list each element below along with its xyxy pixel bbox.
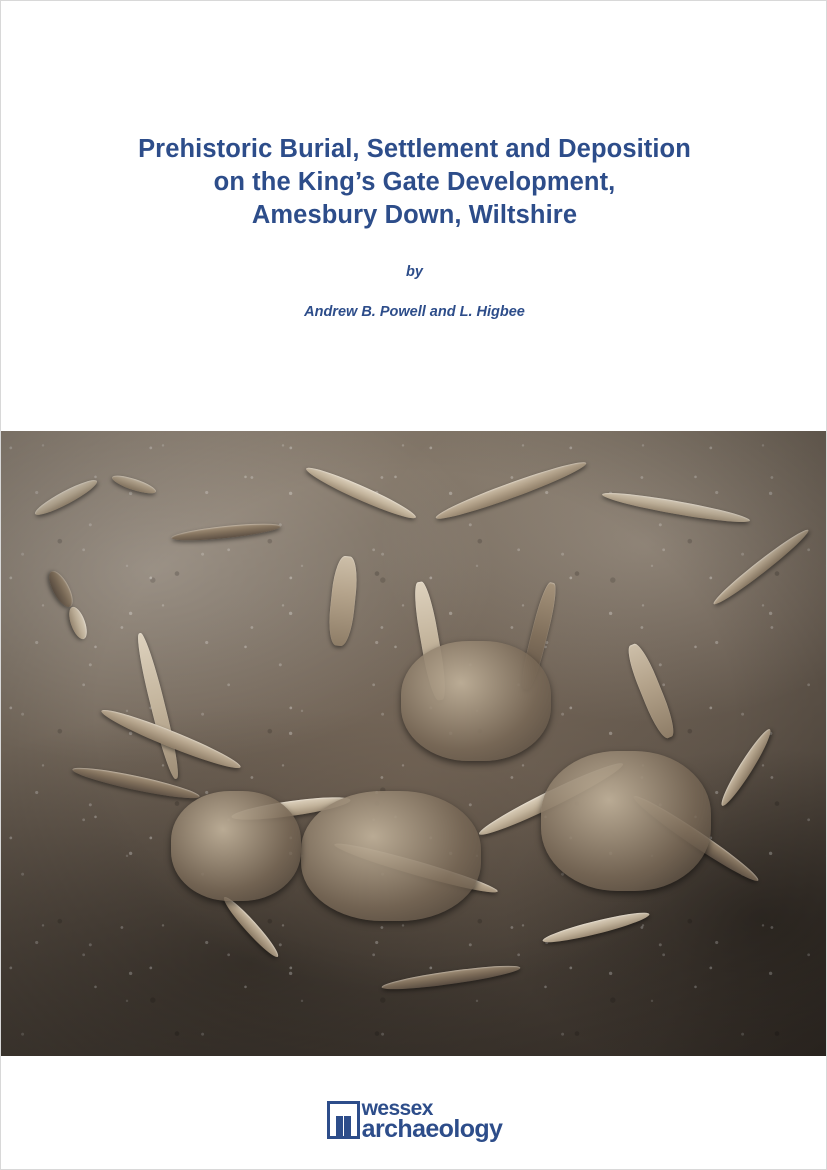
title-line-1: Prehistoric Burial, Settlement and Deposition xyxy=(138,135,691,163)
logo-line-2: archaeology xyxy=(361,1115,503,1143)
publisher-logo xyxy=(1,1096,827,1143)
by-label: by xyxy=(406,264,423,280)
title-block xyxy=(1,133,827,320)
page-title xyxy=(1,133,827,232)
wessex-archaeology-monogram-icon xyxy=(327,1101,360,1139)
authors: Andrew B. Powell and L. Higbee xyxy=(304,304,525,320)
title-line-2: on the King’s Gate Development, xyxy=(213,168,616,196)
photo-vignette xyxy=(1,431,827,1056)
title-line-3: Amesbury Down, Wiltshire xyxy=(251,201,578,229)
logo-line-1: wessex xyxy=(361,1096,433,1120)
excavation-photo xyxy=(1,431,827,1056)
